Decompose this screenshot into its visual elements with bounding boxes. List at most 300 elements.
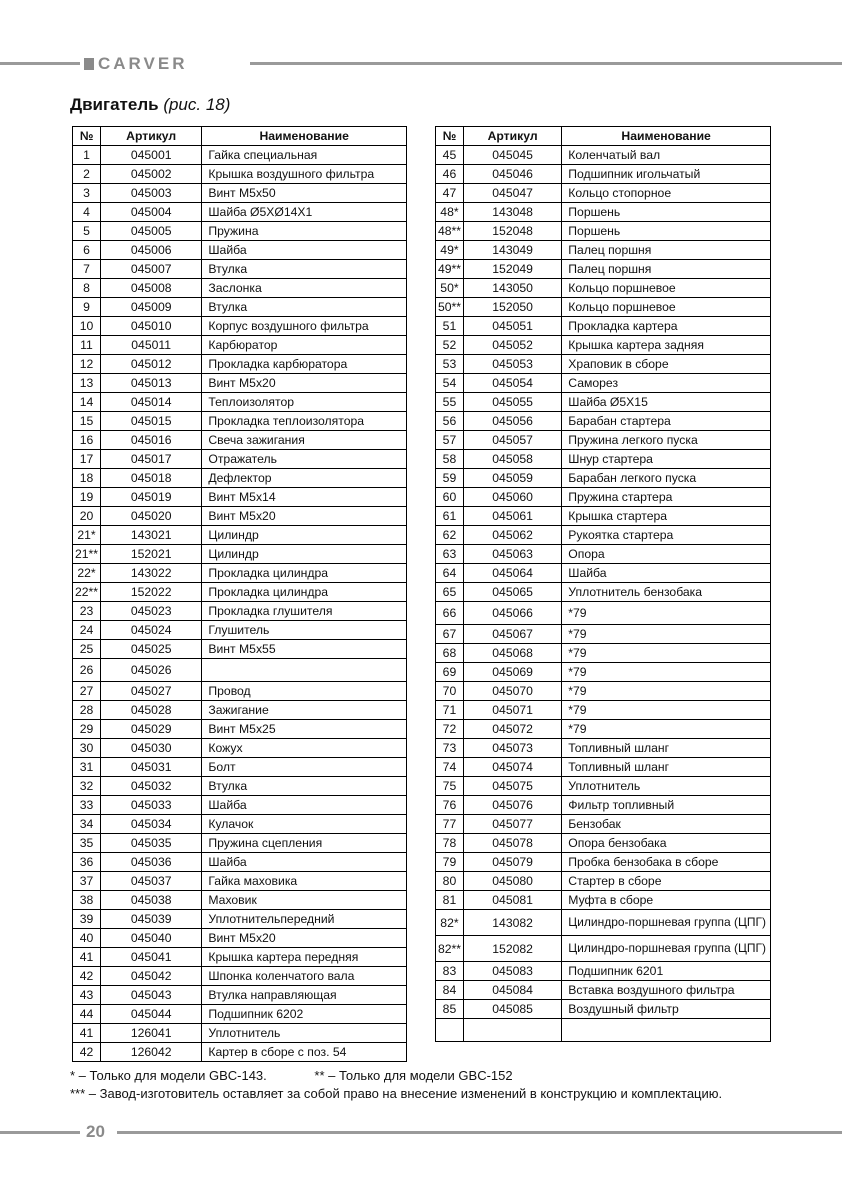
row-number: 50** xyxy=(436,298,464,317)
table-row xyxy=(73,777,407,796)
row-name: Топливный шланг xyxy=(562,758,771,777)
table-row xyxy=(73,507,407,526)
row-number: 78 xyxy=(436,834,464,853)
row-article: 045016 xyxy=(100,431,201,450)
row-article: 045032 xyxy=(100,777,201,796)
row-article: 152021 xyxy=(100,545,201,564)
row-number: 22* xyxy=(73,564,101,583)
row-article: 045014 xyxy=(100,393,201,412)
row-name: Шайба xyxy=(202,853,407,872)
table-row xyxy=(436,393,771,412)
row-name: Глушитель xyxy=(202,621,407,640)
row-article: 045062 xyxy=(463,526,561,545)
table-row xyxy=(436,936,771,962)
row-name: Крышка картера задняя xyxy=(562,336,771,355)
row-article: 045079 xyxy=(463,853,561,872)
row-name: Винт M5x50 xyxy=(202,184,407,203)
row-article: 045043 xyxy=(100,986,201,1005)
row-article: 045018 xyxy=(100,469,201,488)
row-article: 045066 xyxy=(463,602,561,625)
footnotes xyxy=(70,1067,722,1103)
row-article: 045027 xyxy=(100,682,201,701)
row-name: Воздушный фильтр xyxy=(562,1000,771,1019)
row-article: 152049 xyxy=(463,260,561,279)
row-article: 045031 xyxy=(100,758,201,777)
row-number: 57 xyxy=(436,431,464,450)
row-article: 045009 xyxy=(100,298,201,317)
table-row xyxy=(73,682,407,701)
row-article: 045008 xyxy=(100,279,201,298)
table-row xyxy=(436,222,771,241)
table-row xyxy=(73,393,407,412)
row-number: 7 xyxy=(73,260,101,279)
row-number: 76 xyxy=(436,796,464,815)
brand-logo xyxy=(84,54,187,74)
table-row xyxy=(73,602,407,621)
row-article: 045041 xyxy=(100,948,201,967)
row-article: 045013 xyxy=(100,374,201,393)
row-number: 81 xyxy=(436,891,464,910)
row-number: 40 xyxy=(73,929,101,948)
row-article: 045006 xyxy=(100,241,201,260)
row-article: 143021 xyxy=(100,526,201,545)
row-number: 35 xyxy=(73,834,101,853)
row-name: Барабан легкого пуска xyxy=(562,469,771,488)
column-header-name: Наименование xyxy=(202,127,407,146)
row-article: 045064 xyxy=(463,564,561,583)
row-name: Гайка специальная xyxy=(202,146,407,165)
row-name: Кольцо стопорное xyxy=(562,184,771,203)
table-row xyxy=(73,720,407,739)
table-row xyxy=(73,796,407,815)
row-name: Маховик xyxy=(202,891,407,910)
row-name: Винт M5x20 xyxy=(202,374,407,393)
table-row xyxy=(436,431,771,450)
row-number: 6 xyxy=(73,241,101,260)
table-row xyxy=(73,1005,407,1024)
row-name: Храповик в сборе xyxy=(562,355,771,374)
table-row xyxy=(73,701,407,720)
row-name: *79 xyxy=(562,720,771,739)
row-article: 152050 xyxy=(463,298,561,317)
table-row xyxy=(73,891,407,910)
row-article: 143049 xyxy=(463,241,561,260)
row-name: Барабан стартера xyxy=(562,412,771,431)
table-row xyxy=(73,1043,407,1062)
table-row xyxy=(73,146,407,165)
row-name: Шнур стартера xyxy=(562,450,771,469)
row-name: Отражатель xyxy=(202,450,407,469)
header-rule-right xyxy=(250,62,842,65)
row-name: Подшипник игольчатый xyxy=(562,165,771,184)
table-row xyxy=(436,739,771,758)
row-name: Шайба xyxy=(562,564,771,583)
row-number: 37 xyxy=(73,872,101,891)
table-row xyxy=(436,450,771,469)
table-row xyxy=(73,450,407,469)
row-article: 045023 xyxy=(100,602,201,621)
table-row xyxy=(436,526,771,545)
row-article: 143050 xyxy=(463,279,561,298)
row-article: 045075 xyxy=(463,777,561,796)
row-name: Картер в сборе с поз. 54 xyxy=(202,1043,407,1062)
row-number: 74 xyxy=(436,758,464,777)
row-number: 77 xyxy=(436,815,464,834)
table-row xyxy=(436,241,771,260)
row-name: Шайба Ø5XØ14X1 xyxy=(202,203,407,222)
row-number: 47 xyxy=(436,184,464,203)
row-number: 11 xyxy=(73,336,101,355)
row-number: 3 xyxy=(73,184,101,203)
row-article: 045065 xyxy=(463,583,561,602)
table-row xyxy=(73,279,407,298)
row-article: 045060 xyxy=(463,488,561,507)
row-number: 16 xyxy=(73,431,101,450)
row-name: Поршень xyxy=(562,222,771,241)
row-name: Корпус воздушного фильтра xyxy=(202,317,407,336)
header-rule-left xyxy=(0,62,80,65)
row-number: 28 xyxy=(73,701,101,720)
row-article: 045045 xyxy=(463,146,561,165)
row-number: 2 xyxy=(73,165,101,184)
table-row xyxy=(73,355,407,374)
table-row xyxy=(436,184,771,203)
table-row xyxy=(436,682,771,701)
row-article: 045059 xyxy=(463,469,561,488)
column-header-article: Артикул xyxy=(463,127,561,146)
row-article: 045055 xyxy=(463,393,561,412)
row-article: 045033 xyxy=(100,796,201,815)
row-name: Провод xyxy=(202,682,407,701)
row-number: 19 xyxy=(73,488,101,507)
row-name: Свеча зажигания xyxy=(202,431,407,450)
table-row xyxy=(436,260,771,279)
table-row xyxy=(436,355,771,374)
row-number: 38 xyxy=(73,891,101,910)
row-name: Цилиндр xyxy=(202,526,407,545)
row-number: 41 xyxy=(73,948,101,967)
row-number: 61 xyxy=(436,507,464,526)
row-name: *79 xyxy=(562,625,771,644)
row-name: Подшипник 6201 xyxy=(562,962,771,981)
table-row xyxy=(436,758,771,777)
row-name: Крышка картера передняя xyxy=(202,948,407,967)
table-row xyxy=(73,412,407,431)
row-article: 143082 xyxy=(463,910,561,936)
row-name-text: Цилиндро-поршневая группа (ЦПГ) xyxy=(568,941,766,955)
table-row xyxy=(436,165,771,184)
row-article: 045070 xyxy=(463,682,561,701)
row-name: Рукоятка стартера xyxy=(562,526,771,545)
row-article: 045061 xyxy=(463,507,561,526)
row-number: 80 xyxy=(436,872,464,891)
table-row xyxy=(73,986,407,1005)
table-row xyxy=(436,962,771,981)
row-number: 75 xyxy=(436,777,464,796)
title-subtitle: (рис. 18) xyxy=(163,95,231,114)
row-number: 42 xyxy=(73,967,101,986)
footer-rule-left xyxy=(0,1131,80,1134)
table-row xyxy=(73,1024,407,1043)
row-article: 045053 xyxy=(463,355,561,374)
row-number: 56 xyxy=(436,412,464,431)
row-number: 68 xyxy=(436,644,464,663)
table-row xyxy=(436,701,771,720)
table-row xyxy=(73,184,407,203)
row-article: 045012 xyxy=(100,355,201,374)
row-name: Дефлектор xyxy=(202,469,407,488)
table-row xyxy=(436,834,771,853)
row-article: 045029 xyxy=(100,720,201,739)
table-row xyxy=(73,526,407,545)
table-header-row xyxy=(73,127,407,146)
row-number: 4 xyxy=(73,203,101,222)
row-number: 9 xyxy=(73,298,101,317)
row-name: Уплотнитель xyxy=(562,777,771,796)
row-article: 045039 xyxy=(100,910,201,929)
row-name: Муфта в сборе xyxy=(562,891,771,910)
table-row xyxy=(73,815,407,834)
row-number: 84 xyxy=(436,981,464,1000)
row-number: 1 xyxy=(73,146,101,165)
row-name: Карбюратор xyxy=(202,336,407,355)
row-number: 82* xyxy=(436,910,464,936)
table-row xyxy=(436,564,771,583)
table-row xyxy=(436,981,771,1000)
row-name: Палец поршня xyxy=(562,260,771,279)
row-article: 045005 xyxy=(100,222,201,241)
row-number: 10 xyxy=(73,317,101,336)
row-name: Стартер в сборе xyxy=(562,872,771,891)
row-number: 49* xyxy=(436,241,464,260)
footnote-model-152: ** – Только для модели GBC-152 xyxy=(314,1068,513,1083)
row-name: Уплотнитель xyxy=(202,1024,407,1043)
row-name: *79 xyxy=(562,663,771,682)
row-name: Цилиндр xyxy=(202,545,407,564)
table-row xyxy=(73,758,407,777)
table-header-row xyxy=(436,127,771,146)
table-row xyxy=(73,834,407,853)
row-name: Крышка стартера xyxy=(562,507,771,526)
row-article: 045081 xyxy=(463,891,561,910)
logo-bar-icon xyxy=(84,58,94,70)
row-number: 12 xyxy=(73,355,101,374)
row-number: 17 xyxy=(73,450,101,469)
row-name: Саморез xyxy=(562,374,771,393)
row-article xyxy=(463,1019,561,1042)
row-name: Поршень xyxy=(562,203,771,222)
row-name xyxy=(202,659,407,682)
row-name: *79 xyxy=(562,701,771,720)
column-header-num: № xyxy=(73,127,101,146)
row-article: 045046 xyxy=(463,165,561,184)
row-name: Крышка воздушного фильтра xyxy=(202,165,407,184)
row-name: Гайка маховика xyxy=(202,872,407,891)
table-row xyxy=(436,317,771,336)
row-name: Шайба Ø5X15 xyxy=(562,393,771,412)
table-row xyxy=(436,602,771,625)
table-row xyxy=(436,796,771,815)
row-number: 33 xyxy=(73,796,101,815)
footnote-model-143: * – Только для модели GBC-143. xyxy=(70,1068,267,1083)
row-name: Уплотнитель бензобака xyxy=(562,583,771,602)
row-article: 045007 xyxy=(100,260,201,279)
table-row xyxy=(73,222,407,241)
row-article: 045038 xyxy=(100,891,201,910)
table-row xyxy=(436,146,771,165)
table-row xyxy=(73,872,407,891)
title-text: Двигатель xyxy=(70,95,159,114)
row-name: Топливный шланг xyxy=(562,739,771,758)
column-header-name: Наименование xyxy=(562,127,771,146)
table-row xyxy=(73,374,407,393)
table-row xyxy=(436,872,771,891)
table-row xyxy=(73,929,407,948)
table-row xyxy=(436,720,771,739)
footer-rule-right xyxy=(117,1131,842,1134)
row-number: 72 xyxy=(436,720,464,739)
table-row xyxy=(436,1000,771,1019)
table-row xyxy=(73,241,407,260)
row-name: Пружина легкого пуска xyxy=(562,431,771,450)
brand-text: CARVER xyxy=(98,54,188,73)
table-row xyxy=(436,644,771,663)
row-article: 045004 xyxy=(100,203,201,222)
row-name: Вставка воздушного фильтра xyxy=(562,981,771,1000)
row-article: 045054 xyxy=(463,374,561,393)
row-article: 045002 xyxy=(100,165,201,184)
table-row xyxy=(73,488,407,507)
row-name: Шайба xyxy=(202,241,407,260)
row-name: Кулачок xyxy=(202,815,407,834)
row-number: 36 xyxy=(73,853,101,872)
row-article: 045069 xyxy=(463,663,561,682)
row-name xyxy=(562,936,771,962)
row-article: 045063 xyxy=(463,545,561,564)
table-row xyxy=(73,564,407,583)
row-article: 045078 xyxy=(463,834,561,853)
footnote-manufacturer: *** – Завод-изготовитель оставляет за собой право на внесение изменений в конструкцию и комплектацию. xyxy=(70,1086,723,1101)
row-article: 045071 xyxy=(463,701,561,720)
row-number: 46 xyxy=(436,165,464,184)
column-header-article: Артикул xyxy=(100,127,201,146)
row-name: Пружина xyxy=(202,222,407,241)
row-number: 52 xyxy=(436,336,464,355)
table-row xyxy=(73,203,407,222)
row-name: Винт M5x25 xyxy=(202,720,407,739)
row-name: Прокладка цилиндра xyxy=(202,564,407,583)
row-article: 045025 xyxy=(100,640,201,659)
row-article: 045003 xyxy=(100,184,201,203)
row-name: Прокладка картера xyxy=(562,317,771,336)
row-number: 71 xyxy=(436,701,464,720)
table-row xyxy=(436,412,771,431)
row-name: Пробка бензобака в сборе xyxy=(562,853,771,872)
row-number: 65 xyxy=(436,583,464,602)
row-name: Прокладка теплоизолятора xyxy=(202,412,407,431)
row-number: 41 xyxy=(73,1024,101,1043)
row-article: 045034 xyxy=(100,815,201,834)
table-row xyxy=(73,853,407,872)
table-row xyxy=(436,507,771,526)
row-name: Втулка xyxy=(202,298,407,317)
row-article: 143022 xyxy=(100,564,201,583)
row-name: Пружина сцепления xyxy=(202,834,407,853)
row-name xyxy=(562,910,771,936)
row-name: Коленчатый вал xyxy=(562,146,771,165)
row-article: 045040 xyxy=(100,929,201,948)
table-row xyxy=(73,659,407,682)
row-article: 045076 xyxy=(463,796,561,815)
row-article: 143048 xyxy=(463,203,561,222)
row-number: 60 xyxy=(436,488,464,507)
row-article: 045042 xyxy=(100,967,201,986)
row-number: 48** xyxy=(436,222,464,241)
row-name: Прокладка цилиндра xyxy=(202,583,407,602)
row-name: *79 xyxy=(562,602,771,625)
row-article: 045051 xyxy=(463,317,561,336)
table-row xyxy=(436,853,771,872)
row-number: 53 xyxy=(436,355,464,374)
table-row xyxy=(73,317,407,336)
table-row xyxy=(436,815,771,834)
row-article: 045044 xyxy=(100,1005,201,1024)
parts-table-left xyxy=(72,126,407,1062)
row-article: 045035 xyxy=(100,834,201,853)
row-name: Винт M5x14 xyxy=(202,488,407,507)
row-name: Шайба xyxy=(202,796,407,815)
row-article: 045074 xyxy=(463,758,561,777)
row-name: Кольцо поршневое xyxy=(562,298,771,317)
row-name: Болт xyxy=(202,758,407,777)
row-article: 045080 xyxy=(463,872,561,891)
row-number: 27 xyxy=(73,682,101,701)
row-name: Опора бензобака xyxy=(562,834,771,853)
row-article: 045020 xyxy=(100,507,201,526)
row-number: 21* xyxy=(73,526,101,545)
table-row xyxy=(436,374,771,393)
row-article: 045015 xyxy=(100,412,201,431)
row-number: 54 xyxy=(436,374,464,393)
row-article: 045001 xyxy=(100,146,201,165)
table-row xyxy=(436,891,771,910)
row-number: 50* xyxy=(436,279,464,298)
row-name: Винт M5x55 xyxy=(202,640,407,659)
row-article: 045019 xyxy=(100,488,201,507)
row-name: Винт M5x20 xyxy=(202,929,407,948)
row-number: 59 xyxy=(436,469,464,488)
row-article: 045026 xyxy=(100,659,201,682)
table-row xyxy=(436,203,771,222)
table-row xyxy=(73,583,407,602)
row-number: 18 xyxy=(73,469,101,488)
row-name: Подшипник 6202 xyxy=(202,1005,407,1024)
row-article: 045077 xyxy=(463,815,561,834)
table-row xyxy=(73,640,407,659)
row-number: 24 xyxy=(73,621,101,640)
row-article: 045030 xyxy=(100,739,201,758)
table-row xyxy=(436,663,771,682)
row-number: 55 xyxy=(436,393,464,412)
row-number: 42 xyxy=(73,1043,101,1062)
row-article: 045067 xyxy=(463,625,561,644)
row-article: 045010 xyxy=(100,317,201,336)
row-number: 29 xyxy=(73,720,101,739)
row-number: 85 xyxy=(436,1000,464,1019)
row-name xyxy=(562,1019,771,1042)
row-number: 22** xyxy=(73,583,101,602)
row-name: Палец поршня xyxy=(562,241,771,260)
